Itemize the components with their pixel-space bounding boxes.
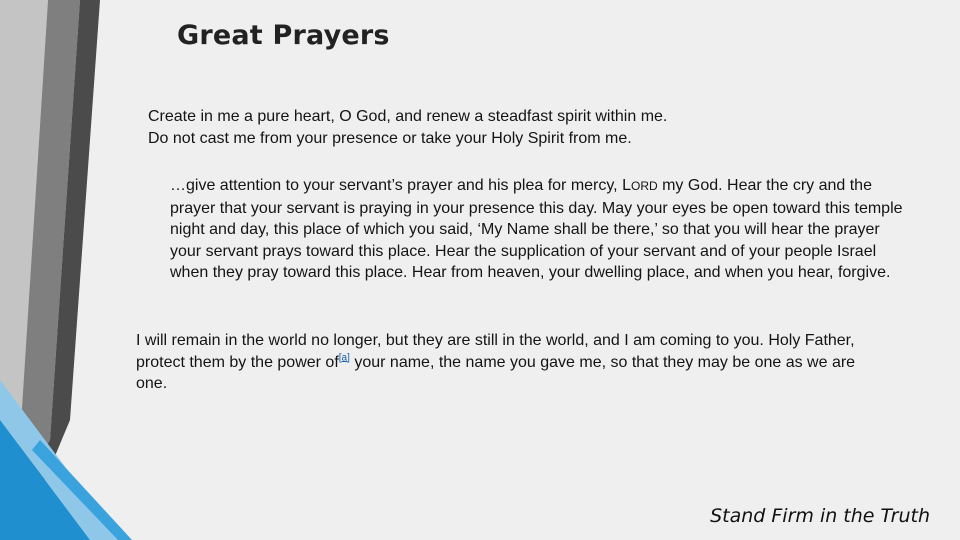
page-title: Great Prayers [177, 20, 390, 51]
passage-2-text-start: …give attention to your servant’s prayer and his plea for mercy, [170, 177, 623, 194]
passage-2-text-end: my God. Hear the cry and the prayer that your servant is praying in your presence this day. May your eyes be open toward this temple night and day, this place of which you said, ‘My Name shall be there,’ so that you will hear the prayer your servant prays toward this place. Hear the supplication of your servant and of your people Israel when they pray toward this place. Hear from heaven, your dwelling place, and when you hear, forgive. [170, 177, 903, 281]
side-decoration [0, 0, 140, 540]
scripture-passage-3 [136, 330, 866, 395]
scripture-passage-1 [148, 106, 788, 149]
footnote-link[interactable]: [a] [338, 352, 350, 364]
passage-3-text-start: I will remain in the world no longer, but they are still in the world, and I am coming to you. Holy Father, protect them by the power of [136, 332, 855, 371]
lord-smallcaps: ORD [630, 179, 658, 193]
passage-1-line-2: Do not cast me from your presence or take your Holy Spirit from me. [148, 129, 632, 147]
passage-1-line-1: Create in me a pure heart, O God, and renew a steadfast spirit within me. [148, 108, 668, 125]
footer-tagline: Stand Firm in the Truth [710, 505, 930, 527]
scripture-passage-2 [170, 175, 910, 284]
passage-3-text-end: your name, the name you gave me, so that they may be one as we are one. [136, 353, 856, 392]
lord-initial: L [622, 177, 631, 194]
